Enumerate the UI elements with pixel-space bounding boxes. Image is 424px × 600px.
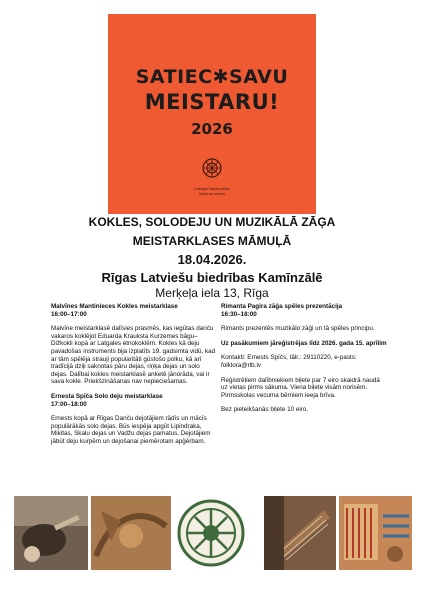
solo-dance-class-description: Ernests kopā ar Rīgas Danču dejotājiem rādīs un mācīs populārākās solo dejas. Būs iespēja apgūt Lipindraka, Mikitas, Skalu dejas un Vadžu dejas pamatus. Dejotājiem jābūt deju kurpēm un dejošanai piemērotam apģērbam. xyxy=(51,415,211,445)
event-title-line2: MEISTARKLASES MĀMUĻĀ xyxy=(132,234,292,248)
right-column xyxy=(221,303,387,421)
saw-presentation-time: 16:30–18:00 xyxy=(221,310,257,318)
kokle-class-title: Malvīnes Mantinieces Kokles meistarklase xyxy=(51,303,178,310)
saw-presentation-description: Rimants prezentēs muzikālo zāģi un tā spēles principu. xyxy=(221,325,375,333)
walk-in-ticket-info: Bez pieteikšanās biļete 10 eiro. xyxy=(221,406,309,414)
org-line2: kultūras centrs xyxy=(198,191,225,196)
lnkc-logo-icon xyxy=(192,154,232,184)
saw-presentation-title: Rimanta Pagira zāģa spēles prezentācija xyxy=(221,303,343,310)
event-title-line1: KOKLES, SOLODEJU UN MUZIKĀLĀ ZĀĢA xyxy=(88,215,336,229)
contact-info: Kontakti: Ernests Spīčs, tālr.: 29110220, e-pasts: folklora@rlb.lv xyxy=(221,354,357,369)
solo-dance-class-title: Ernesta Spīča Solo deju meistarklase xyxy=(51,392,163,400)
kokle-instrument-photo xyxy=(264,496,336,570)
event-venue: Rīgas Latviešu biedrības Kamīnzālē xyxy=(101,270,323,285)
poster-year: 2026 xyxy=(191,120,233,138)
kokle-class-time: 16:00–17:00 xyxy=(51,310,87,318)
ticket-info: Reģistrētiem dalībniekiem biļete par 7 eiro skaidrā naudā uz vietas pirms sākuma. Viena biļete visām norisēm. Pirmsskolas vecuma bērniem ieeja brīva. xyxy=(221,376,380,399)
left-column xyxy=(51,303,217,453)
solo-dance-class-time: 17:00–18:00 xyxy=(51,400,87,408)
kokle-class-description: Malvīne meistarklasē dalīsies prasmēs, kas iegūtas danču vakaros koklējot Eduarda Krauksta Kurzemes bāgu–Dižkokli kopā ar Latgales etnokoklēm. Kokles kā deju pavadošas instruments bija izplatīts 19. gadsimta vidū, kad ar tām spēlēja strauji popularitāti gūstošo polku, kā arī tradīcijā dziļi saknotas pāru dejas, riņķa dejas un solo dejas. Dalībai kokles meistarklasē anketē jānorāda, vai ir sava kokle. Priekšzināšanas nav nepieciešamas. xyxy=(51,325,216,386)
poster-title-line2: MEISTARU! xyxy=(144,90,280,114)
bagpipe-player-photo xyxy=(14,496,88,570)
weaving-photo xyxy=(339,496,412,570)
photo-strip xyxy=(14,496,412,570)
poster-organisation xyxy=(108,186,316,196)
carved-wood-photo xyxy=(91,496,171,570)
poster-title-line1: SATIEC✱SAVU xyxy=(135,66,289,88)
event-address: Merķeļa iela 13, Rīga xyxy=(155,286,269,300)
event-poster xyxy=(108,14,316,214)
riga-latvian-society-emblem xyxy=(174,496,248,570)
registration-deadline: Uz pasākumiem jāreģistrējas līdz 2026. gada 15. aprīlim xyxy=(221,339,387,347)
org-line1: Latvijas Nacionālais xyxy=(194,186,230,191)
event-date: 18.04.2026. xyxy=(177,252,247,267)
